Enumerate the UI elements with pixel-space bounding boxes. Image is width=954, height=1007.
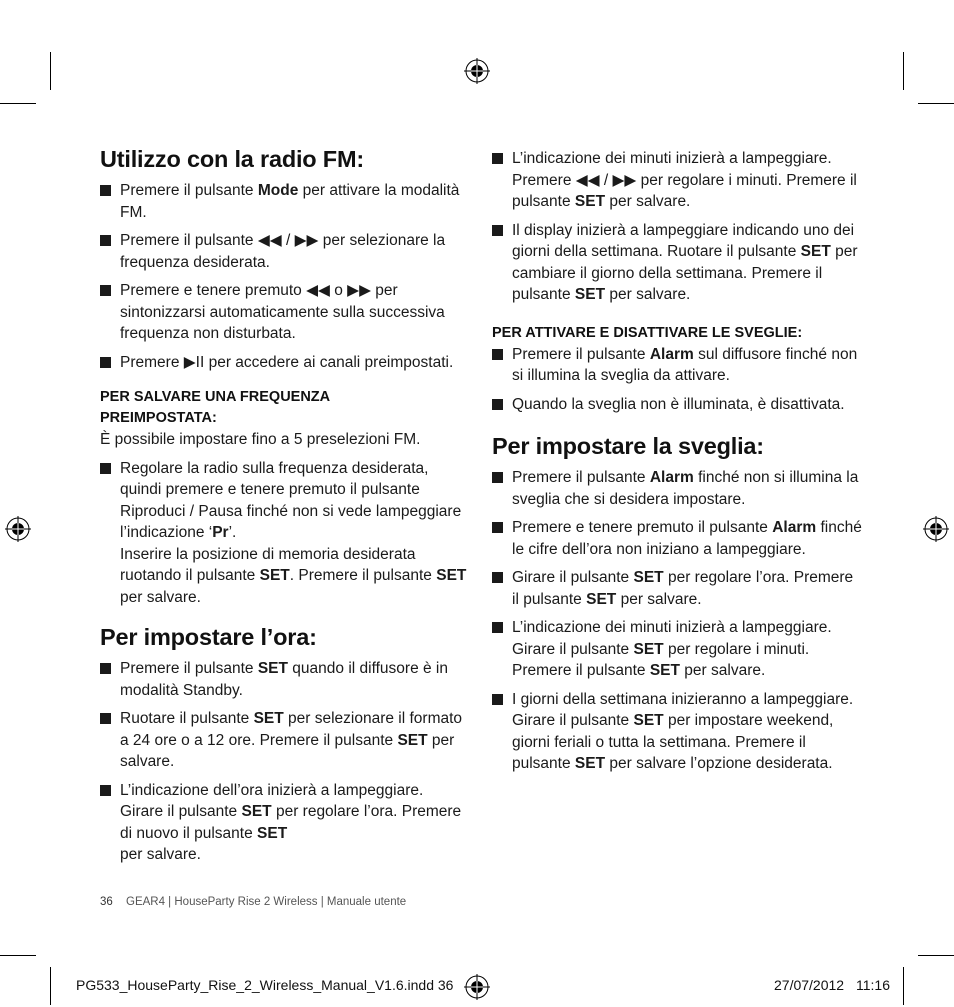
list-item: L’indicazione dei minuti inizierà a lampeggiare. Premere ◀◀ / ▶▶ per regolare i minuti. Premere il pulsante SET per salvare.	[492, 148, 862, 213]
registration-mark-icon	[4, 515, 32, 543]
bullet-square-icon	[100, 713, 111, 724]
alarm-toggle-list	[492, 344, 862, 416]
list-item: Regolare la radio sulla frequenza desiderata, quindi premere e tenere premuto il pulsante Riproduci / Pausa finché non si vede lampeggiare l’indicazione ‘Pr’. Inserire la posizione di memoria desiderata ruotando il pulsante SET. Premere il pulsante SET per salvare.	[100, 458, 470, 609]
bullet-square-icon	[492, 153, 503, 164]
crop-mark	[918, 955, 954, 956]
registration-mark-icon	[922, 515, 950, 543]
bullet-square-icon	[492, 622, 503, 633]
list-item: Il display inizierà a lampeggiare indicando uno dei giorni della settimana. Ruotare il pulsante SET per cambiare il giorno della settimana. Premere il pulsante SET per salvare.	[492, 220, 862, 306]
time-section-title: Per impostare l’ora:	[100, 624, 317, 650]
bullet-square-icon	[100, 663, 111, 674]
list-item: Premere il pulsante ◀◀ / ▶▶ per selezionare la frequenza desiderata.	[100, 230, 470, 273]
crop-mark	[918, 103, 954, 104]
crop-mark	[0, 103, 36, 104]
save-preset-intro: È possibile impostare fino a 5 preselezioni FM.	[100, 431, 421, 448]
bullet-square-icon	[100, 785, 111, 796]
bullet-square-icon	[492, 349, 503, 360]
crop-mark	[0, 955, 36, 956]
alarm-toggle-heading: PER ATTIVARE E DISATTIVARE LE SVEGLIE:	[492, 324, 803, 341]
bullet-square-icon	[492, 399, 503, 410]
bullet-square-icon	[492, 522, 503, 533]
crop-mark	[903, 967, 904, 1005]
save-list	[100, 458, 470, 609]
list-item: Premere e tenere premuto ◀◀ o ▶▶ per sintonizzarsi automaticamente sulla successiva frequenza non disturbata.	[100, 280, 470, 345]
list-item: Premere il pulsante Alarm finché non si illumina la sveglia che si desidera impostare.	[492, 467, 862, 510]
alarm-set-list	[492, 467, 862, 775]
bullet-square-icon	[100, 357, 111, 368]
bullet-square-icon	[492, 472, 503, 483]
bullet-square-icon	[100, 285, 111, 296]
list-item: L’indicazione dell’ora inizierà a lampeggiare. Girare il pulsante SET per regolare l’ora. Premere di nuovo il pulsante SET per salvare.	[100, 780, 470, 866]
registration-mark-icon	[463, 973, 491, 1001]
list-item: Girare il pulsante SET per regolare l’ora. Premere il pulsante SET per salvare.	[492, 567, 862, 610]
bullet-square-icon	[492, 225, 503, 236]
fm-section-title: Utilizzo con la radio FM:	[100, 146, 364, 172]
list-item: Premere ▶II per accedere ai canali preimpostati.	[100, 352, 470, 374]
list-item: Premere il pulsante Alarm sul diffusore finché non si illumina la sveglia da attivare.	[492, 344, 862, 387]
bullet-square-icon	[100, 185, 111, 196]
bullet-square-icon	[100, 463, 111, 474]
fm-list	[100, 180, 470, 373]
bullet-square-icon	[100, 235, 111, 246]
time-list	[100, 658, 470, 866]
slug-time: 11:16	[856, 977, 890, 993]
list-item: Premere il pulsante SET quando il diffusore è in modalità Standby.	[100, 658, 470, 701]
list-item: Ruotare il pulsante SET per selezionare il formato a 24 ore o a 12 ore. Premere il pulsante SET per salvare.	[100, 708, 470, 773]
crop-mark	[50, 52, 51, 90]
right-column	[492, 148, 862, 775]
list-item: Premere e tenere premuto il pulsante Alarm finché le cifre dell’ora non iniziano a lampeggiare.	[492, 517, 862, 560]
list-item: Quando la sveglia non è illuminata, è disattivata.	[492, 394, 862, 416]
running-footer: GEAR4 | HouseParty Rise 2 Wireless | Manuale utente	[126, 896, 407, 908]
slug-filename: PG533_HouseParty_Rise_2_Wireless_Manual_V1.6.indd 36	[76, 977, 454, 993]
minutes-days-list	[492, 148, 862, 306]
left-column	[100, 146, 470, 866]
alarm-section-title: Per impostare la sveglia:	[492, 433, 764, 459]
bullet-square-icon	[492, 694, 503, 705]
crop-mark	[50, 967, 51, 1005]
list-item: L’indicazione dei minuti inizierà a lampeggiare. Girare il pulsante SET per regolare i minuti. Premere il pulsante SET per salvare.	[492, 617, 862, 682]
list-item: I giorni della settimana inizieranno a lampeggiare. Girare il pulsante SET per impostare weekend, giorni feriali o tutta la settimana. Premere il pulsante SET per salvare l’opzione desiderata.	[492, 689, 862, 775]
bullet-square-icon	[492, 572, 503, 583]
slug-date: 27/07/2012	[774, 977, 845, 993]
page-number: 36	[100, 896, 113, 908]
save-preset-heading: PER SALVARE UNA FREQUENZA PREIMPOSTATA:	[100, 389, 330, 426]
registration-mark-icon	[463, 57, 491, 85]
crop-mark	[903, 52, 904, 90]
list-item: Premere il pulsante Mode per attivare la modalità FM.	[100, 180, 470, 223]
